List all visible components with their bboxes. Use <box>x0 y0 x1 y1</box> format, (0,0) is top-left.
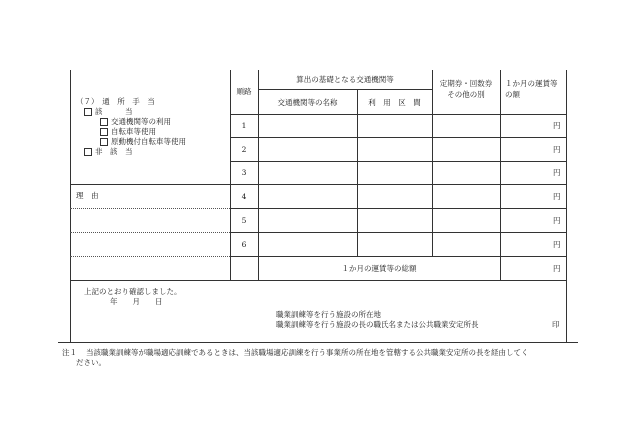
not-applicable-label: 非 該 当 <box>95 147 133 156</box>
section-header: 利 用 区 間 <box>368 98 421 107</box>
pass-header-line2: その他の別 <box>447 90 485 99</box>
reason-dotted-line-3 <box>70 256 230 257</box>
not-applicable-option[interactable] <box>84 148 133 156</box>
option-bicycle[interactable] <box>100 128 156 136</box>
facility-head: 職業訓練等を行う施設の長の職氏名または公共職業安定所長 <box>276 320 479 329</box>
option-moped[interactable] <box>100 138 186 146</box>
yen-unit: 円 <box>553 240 561 249</box>
fare-header-line1: １か月の運賃等 <box>505 79 558 88</box>
row2-line <box>230 161 566 162</box>
note-line-1: 当該職業訓練等が職場適応訓練であるときは、当該職場適応訓練を行う事業所の所在地を管轄する公共職業安定所の長を経由してく <box>86 348 529 357</box>
yen-unit: 円 <box>553 168 561 177</box>
confirm-date: 年 月 日 <box>110 297 163 306</box>
moped-label: 原動機付自転車等使用 <box>111 137 186 146</box>
reason-dotted-line-2 <box>70 232 230 233</box>
row-number: 3 <box>241 168 247 177</box>
not-applicable-checkbox[interactable] <box>84 148 92 156</box>
row4-line <box>230 208 566 209</box>
basis-header: 算出の基礎となる交通機関等 <box>296 75 394 84</box>
row6-line <box>230 256 566 257</box>
row5-line <box>230 232 566 233</box>
yen-unit: 円 <box>553 216 561 225</box>
route-header: 順路 <box>236 87 252 96</box>
row-number: 4 <box>241 192 247 201</box>
pass-header-line1: 定期券・回数券 <box>439 79 493 88</box>
note-label: 注１ <box>62 348 77 357</box>
reason-label: 理 由 <box>76 191 99 200</box>
moped-checkbox[interactable] <box>100 138 108 146</box>
bicycle-label: 自転車等使用 <box>111 127 156 136</box>
row-number: 5 <box>241 216 247 225</box>
row1-line <box>230 137 566 138</box>
yen-unit: 円 <box>553 121 561 130</box>
confirm-statement: 上記のとおり確認しました。 <box>84 287 182 296</box>
sub-header-line <box>258 89 432 90</box>
total-bottom-line <box>70 280 566 281</box>
total-yen-unit: 円 <box>553 264 561 273</box>
header-bottom-line <box>230 114 566 115</box>
applicable-checkbox[interactable] <box>84 108 92 116</box>
option-transit[interactable] <box>100 118 171 126</box>
allowance-heading: （７） 通 所 手 当 <box>76 97 155 106</box>
note-line-2: ださい。 <box>76 358 106 367</box>
transit-label: 交通機関等の利用 <box>111 117 171 126</box>
outer-right-border <box>566 70 567 342</box>
fare-header-line2: の額 <box>505 90 520 99</box>
row3-line <box>70 184 566 185</box>
applicable-label: 該 当 <box>95 107 133 116</box>
yen-unit: 円 <box>553 192 561 201</box>
form-bottom-line <box>58 342 578 343</box>
name-header: 交通機関等の名称 <box>277 98 338 107</box>
applicable-option[interactable] <box>84 108 133 116</box>
row-number: 6 <box>241 240 247 249</box>
total-label: １か月の運賃等の総額 <box>341 264 417 273</box>
bicycle-checkbox[interactable] <box>100 128 108 136</box>
outer-left-border <box>70 70 71 342</box>
reason-dotted-line-1 <box>70 208 230 209</box>
transit-checkbox[interactable] <box>100 118 108 126</box>
row-number: 2 <box>241 145 247 154</box>
yen-unit: 円 <box>553 145 561 154</box>
facility-location: 職業訓練等を行う施設の所在地 <box>276 310 381 319</box>
row-number: 1 <box>241 121 247 130</box>
fare-col-line <box>500 70 501 280</box>
seal-mark: 印 <box>552 320 560 329</box>
